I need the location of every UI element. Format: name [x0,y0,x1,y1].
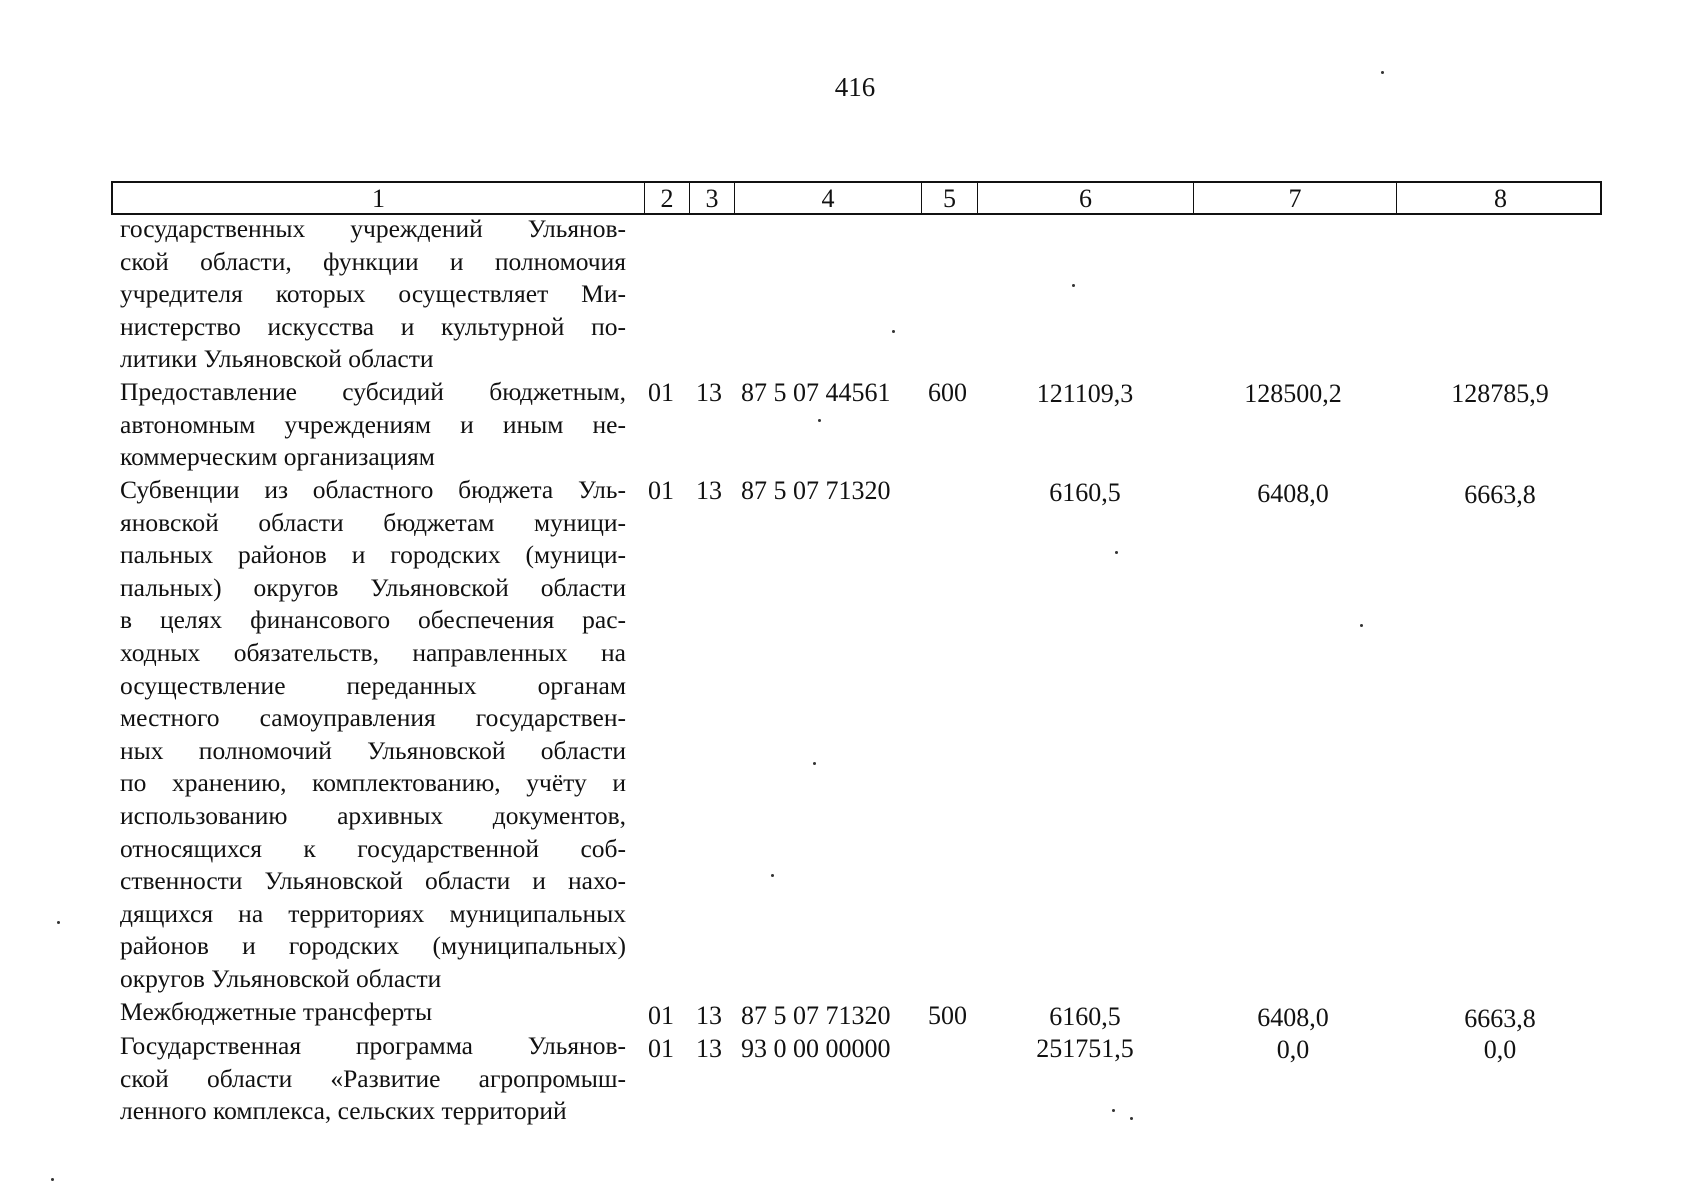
cell-amount-2: 6408,0 [1257,479,1329,508]
scan-speck [1360,624,1363,627]
description-line: районов и городских (муниципальных) [120,931,626,961]
description-line: ных полномочий Ульяновской области [120,735,626,765]
cell-target-article: 87 5 07 71320 [741,1001,891,1030]
description-line: осуществление переданных органам [120,670,626,700]
description-line: относящихся к государственной соб- [120,833,626,863]
scan-speck [1112,1109,1115,1112]
page-number: 416 [834,72,876,102]
scan-speck [57,921,60,924]
cell-amount-3: 0,0 [1483,1035,1517,1064]
description-line: использованию архивных документов, [120,800,626,830]
header-col-6: 6 [977,183,1193,213]
cell-subsection: 13 [696,1034,722,1063]
description-line: автономным учреждениям и иным не- [120,409,626,439]
description-line: ленного комплекса, сельских территорий [120,1096,567,1126]
description-line: Межбюджетные трансферты [120,997,433,1026]
description-line: пальных районов и городских (муници- [120,540,626,570]
cell-target-article: 87 5 07 71320 [741,476,891,505]
scan-speck [51,1178,54,1181]
row-description [120,1030,626,1128]
scan-speck [818,419,821,422]
cell-expense-type: 500 [928,1001,967,1030]
cell-section: 01 [648,378,674,407]
description-line: ственности Ульяновской области и нахо- [120,866,626,896]
description-line: государственных учреждений Ульянов- [120,214,626,243]
description-line: в целях финансового обеспечения рас- [120,605,626,635]
description-line: ской области, функции и полномочия [120,246,626,276]
cell-target-article: 93 0 00 00000 [741,1034,891,1063]
cell-amount-1: 251751,5 [1036,1034,1134,1063]
cell-section: 01 [648,1034,674,1063]
cell-section: 01 [648,476,674,505]
row-description [120,376,626,474]
description-line: дящихся на территориях муниципальных [120,898,626,928]
description-line: округов Ульяновской области [120,963,442,993]
cell-target-article: 87 5 07 44561 [741,378,891,407]
cell-section: 01 [648,1001,674,1030]
description-line: Государственная программа Ульянов- [120,1031,626,1060]
description-line: местного самоуправления государствен- [120,703,626,733]
table-header [111,181,1602,215]
description-line: нистерство искусства и культурной по- [120,311,626,341]
cell-amount-1: 6160,5 [1049,1002,1121,1031]
scan-speck [771,874,774,877]
description-line: ходных обязательств, направленных на [120,637,626,667]
description-line: пальных) округов Ульяновской области [120,572,626,602]
cell-amount-3: 6663,8 [1464,1004,1536,1033]
description-line: ской области «Развитие агропромыш- [120,1063,626,1093]
cell-subsection: 13 [696,378,722,407]
cell-amount-2: 0,0 [1276,1035,1310,1064]
cell-subsection: 13 [696,1001,722,1030]
row-description [120,996,626,1029]
scan-speck [1381,71,1384,74]
cell-amount-1: 6160,5 [1049,478,1121,507]
cell-amount-2: 6408,0 [1257,1003,1329,1032]
header-col-1: 1 [372,184,385,213]
description-line: учредителя которых осуществляет Ми- [120,279,626,309]
description-line: Субвенции из областного бюджета Уль- [120,475,626,504]
cell-expense-type: 600 [928,378,967,407]
cell-amount-1: 121109,3 [1036,379,1134,408]
header-col-2: 2 [644,183,689,213]
description-line: Предоставление субсидий бюджетным, [120,377,626,406]
cell-subsection: 13 [696,476,722,505]
scan-speck [813,762,816,765]
header-col-8: 8 [1396,183,1604,213]
header-col-4: 4 [734,183,921,213]
row-description [120,213,626,376]
scan-speck [892,330,895,333]
scan-speck [1115,551,1118,554]
cell-amount-3: 6663,8 [1464,480,1536,509]
scan-speck [1072,284,1075,287]
header-col-5: 5 [921,183,977,213]
cell-amount-3: 128785,9 [1451,379,1549,408]
description-line: коммерческим организациям [120,442,435,472]
scan-speck [1130,1117,1133,1120]
header-col-7: 7 [1193,183,1396,213]
cell-amount-2: 128500,2 [1244,379,1342,408]
description-line: яновской области бюджетам муници- [120,507,626,537]
row-description [120,474,626,996]
header-col-3: 3 [689,183,734,213]
description-line: по хранению, комплектованию, учёту и [120,768,626,798]
description-line: литики Ульяновской области [120,344,434,374]
